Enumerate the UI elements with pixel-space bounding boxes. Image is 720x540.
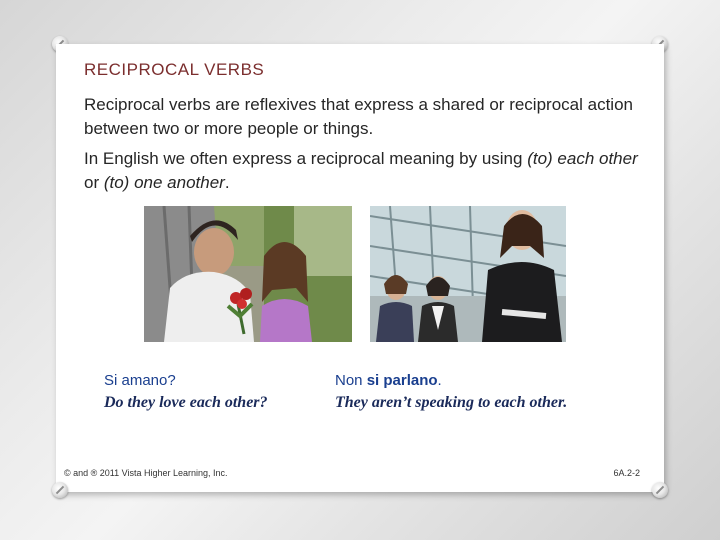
- caption-italian-speak: [335, 372, 442, 389]
- definition-paragraph: Reciprocal verbs are reflexives that express a shared or reciprocal action between two or more people or things.: [84, 95, 633, 138]
- phrase-one-another: (to) one another: [103, 173, 225, 192]
- paragraph-text: or: [84, 173, 104, 192]
- phrase-each-other: (to) each other: [527, 149, 638, 168]
- women-photo: [370, 206, 566, 342]
- caption-text: .: [437, 372, 442, 389]
- caption-english-speak: They aren’t speaking to each other.: [335, 394, 568, 411]
- paragraph-text: .: [224, 173, 230, 192]
- english-usage-paragraph: [84, 147, 654, 195]
- rivet-bottom-left-icon: [52, 482, 68, 498]
- rivet-bottom-right-icon: [652, 482, 668, 498]
- caption-reciprocal-verb: si parlano: [366, 372, 438, 389]
- caption-english-love: Do they love each other?: [104, 394, 268, 411]
- copyright-footer: © and ® 2011 Vista Higher Learning, Inc.: [64, 468, 228, 478]
- slide-card: [56, 44, 664, 492]
- caption-text: Non: [335, 372, 367, 389]
- couple-photo: [144, 206, 352, 342]
- caption-italian-love: Si amano?: [104, 372, 176, 389]
- paragraph-text: In English we often express a reciprocal meaning by using: [84, 149, 528, 168]
- slide-title: RECIPROCAL VERBS: [84, 60, 265, 79]
- slide-number: 6A.2-2: [613, 468, 640, 478]
